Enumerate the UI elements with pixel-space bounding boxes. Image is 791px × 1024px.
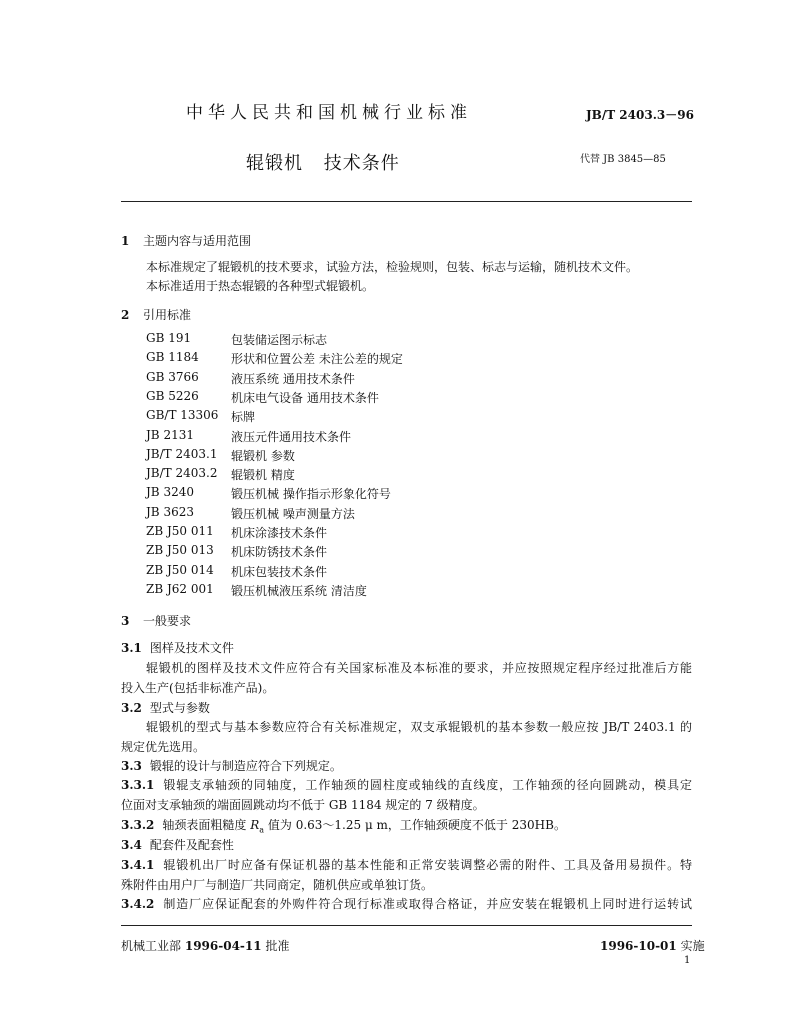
clause-3-4-heading (121, 836, 234, 853)
clause-text-b: 值为 0.63～1.25 μ m，工作轴颈硬度不低于 230HB。 (264, 818, 566, 832)
clause-3-1-paragraph-line-1: 辊锻机的图样及技术文件应符合有关国家标准及本标准的要求，并应按照规定程序经过批准后方能 (146, 661, 692, 675)
footer-rule (121, 925, 692, 926)
clause-text: 锻辊支承轴颈的同轴度，工作轴颈的圆柱度或轴线的直线度，工作轴颈的径向圆跳动，模具定 (162, 778, 692, 792)
clause-number: 3.2 (121, 701, 142, 715)
clause-3-1-paragraph-line-2: 投入生产(包括非标准产品)。 (121, 681, 275, 695)
effective-label: 实施 (680, 939, 705, 953)
ref-standard-code: ZB J62 001 (146, 582, 214, 596)
page-number: 1 (684, 955, 691, 966)
section-number: 1 (121, 234, 130, 248)
clause-number: 3.1 (121, 641, 142, 655)
clause-text: 制造厂应保证配套的外购件符合现行标准或取得合格证，并应安装在辊锻机上同时进行运转试 (162, 897, 692, 911)
clause-title: 配套件及配套性 (149, 838, 234, 852)
ref-standard-title: 机床包装技术条件 (231, 565, 328, 579)
clause-title: 图样及技术文件 (149, 641, 234, 655)
roughness-subscript: a (259, 825, 265, 835)
ref-standard-code: GB 3766 (146, 370, 199, 384)
clause-3-4-1-line-2: 殊附件由用户厂与制造厂共同商定，随机供应或单独订货。 (121, 878, 434, 892)
clause-number: 3.4.2 (121, 897, 155, 911)
ref-standard-code: ZB J50 014 (146, 563, 214, 577)
header-rule (121, 201, 692, 202)
ref-standard-title: 机床电气设备 通用技术条件 (231, 391, 379, 405)
ref-standard-title: 形状和位置公差 未注公差的规定 (231, 352, 403, 366)
ref-standard-code: JB/T 2403.1 (146, 447, 218, 461)
clause-number: 3.4 (121, 838, 142, 852)
section-2-heading (121, 306, 191, 323)
ref-standard-code: GB 191 (146, 331, 192, 345)
clause-number: 3.3 (121, 759, 142, 773)
clause-number: 3.3.1 (121, 778, 155, 792)
ref-standard-code: GB 1184 (146, 350, 199, 364)
ref-standard-code: ZB J50 013 (146, 543, 214, 557)
ref-standard-title: 机床涂漆技术条件 (231, 526, 328, 540)
standard-number: JB/T 2403.3－96 (586, 108, 694, 122)
ref-standard-code: JB/T 2403.2 (146, 466, 218, 480)
section-1-paragraph-1: 本标准规定了辊锻机的技术要求，试验方法，检验规则，包装、标志与运输，随机技术文件。 (146, 260, 639, 274)
ref-standard-code: JB 3240 (146, 485, 194, 499)
ref-standard-title: 液压元件通用技术条件 (231, 430, 352, 444)
effective-line (600, 937, 705, 954)
clause-3-2-heading (121, 699, 210, 716)
clause-3-3-1-line-2: 位面对支承轴颈的端面圆跳动均不低于 GB 1184 规定的 7 级精度。 (121, 798, 485, 812)
clause-3-1-heading (121, 639, 234, 656)
ref-standard-title: 锻压机械 操作指示形象化符号 (231, 487, 391, 501)
roughness-symbol: R (250, 818, 260, 832)
section-1-paragraph-2: 本标准适用于热态辊锻的各种型式辊锻机。 (146, 279, 375, 293)
ref-standard-title: 机床防锈技术条件 (231, 545, 328, 559)
clause-3-3 (121, 757, 342, 774)
section-title: 主题内容与适用范围 (143, 234, 252, 248)
clause-3-4-2-line-1 (121, 895, 692, 912)
approval-date: 1996-04-11 (184, 939, 262, 953)
clause-3-2-paragraph-line-1: 辊锻机的型式与基本参数应符合有关标准规定，双支承辊锻机的基本参数一般应按 JB/T 2403.1 的 (146, 720, 692, 734)
section-number: 2 (121, 308, 130, 322)
ref-standard-code: GB/T 13306 (146, 408, 219, 422)
ref-standard-code: GB 5226 (146, 389, 199, 403)
clause-number: 3.3.2 (121, 818, 155, 832)
ref-standard-title: 锻压机械 噪声测量方法 (231, 507, 355, 521)
approval-label: 批准 (265, 939, 290, 953)
section-number: 3 (121, 614, 130, 628)
section-1-heading (121, 232, 251, 249)
ref-standard-title: 辊锻机 精度 (231, 468, 295, 482)
section-3-heading (121, 612, 191, 629)
ref-standard-title: 包装储运图示标志 (231, 333, 328, 347)
ref-standard-title: 液压系统 通用技术条件 (231, 372, 355, 386)
document-title: 辊锻机 技术条件 (246, 153, 400, 174)
ref-standard-code: JB 2131 (146, 428, 194, 442)
clause-title: 型式与参数 (149, 701, 210, 715)
standard-category: 中华人民共和国机械行业标准 (186, 103, 472, 123)
ref-standard-code: ZB J50 011 (146, 524, 214, 538)
ref-standard-code: JB 3623 (146, 505, 194, 519)
clause-3-4-1-line-1 (121, 856, 692, 873)
ref-standard-title: 辊锻机 参数 (231, 449, 295, 463)
clause-3-3-1-line-1 (121, 776, 692, 793)
section-title: 引用标准 (143, 308, 192, 322)
effective-date: 1996-10-01 (600, 939, 677, 953)
replaces-note: 代替 JB 3845—85 (580, 154, 666, 165)
clause-text-a: 轴颈表面粗糙度 (162, 818, 251, 832)
clause-text: 辊锻机出厂时应备有保证机器的基本性能和正常安装调整必需的附件、工具及备用易损件。特 (162, 858, 692, 872)
clause-3-2-paragraph-line-2: 规定优先选用。 (121, 740, 206, 754)
issuer: 机械工业部 (121, 939, 182, 953)
section-title: 一般要求 (143, 614, 192, 628)
clause-3-3-2 (121, 816, 566, 834)
ref-standard-title: 标牌 (231, 410, 256, 424)
clause-number: 3.4.1 (121, 858, 155, 872)
ref-standard-title: 锻压机械液压系统 清洁度 (231, 584, 367, 598)
approval-line (121, 937, 289, 954)
clause-text: 锻辊的设计与制造应符合下列规定。 (149, 759, 342, 773)
